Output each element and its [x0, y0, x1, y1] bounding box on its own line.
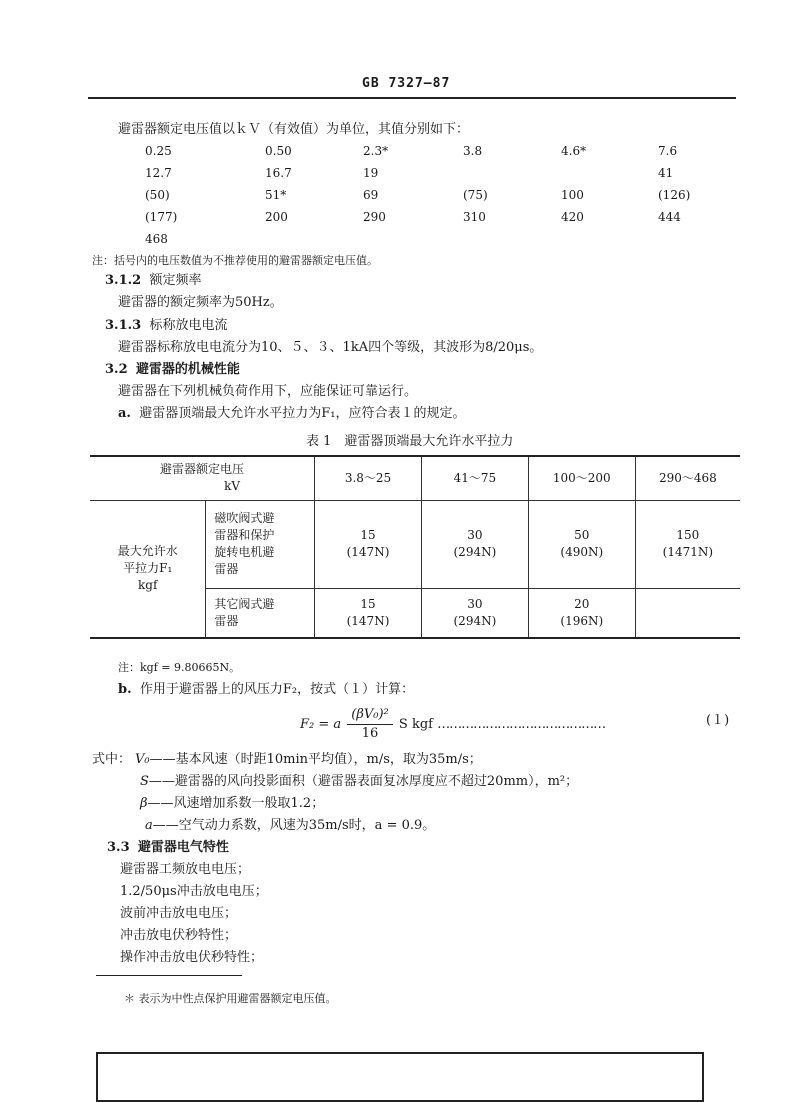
electrical-item: 1.2/50μs冲击放电电压；: [120, 884, 268, 899]
row-label-line: 最大允许水: [117, 544, 178, 559]
formula-fraction: [347, 706, 392, 743]
row-label-line: 平拉力F₁: [123, 561, 173, 576]
voltage-value: 51*: [265, 188, 287, 202]
voltage-value: 16.7: [265, 166, 292, 180]
sub-label-other: [206, 588, 315, 638]
voltage-value: 310: [463, 210, 486, 224]
formula-lhs: F₂ = a: [300, 716, 342, 732]
voltage-value: (177): [145, 210, 178, 224]
section-title: 标称放电电流: [149, 318, 228, 333]
voltage-value: 7.6: [658, 144, 678, 158]
section-title: 避雷器的机械性能: [135, 362, 240, 377]
section-title: 额定频率: [149, 273, 202, 288]
sub-label-line: 磁吹阀式避: [214, 511, 275, 525]
voltage-intro: 避雷器额定电压值以ｋＶ（有效值）为单位，其值分别如下：: [118, 122, 470, 137]
note-kgf: 注：kgf = 9.80665N。: [118, 661, 241, 674]
col-header: 3.8～25: [315, 456, 422, 500]
def-beta: β——风速增加系数一般取1.2；: [140, 796, 325, 811]
voltage-value: 420: [561, 210, 584, 224]
footnote: ＊ 表示为中性点保护用避雷器额定电压值。: [124, 992, 337, 1005]
section-3-3: [107, 839, 229, 857]
col-header: 41～75: [421, 456, 528, 500]
voltage-value: 12.7: [145, 166, 172, 180]
electrical-item: 避雷器工频放电电压；: [120, 862, 251, 877]
table-header-rated-voltage: [90, 456, 315, 500]
table-cell: 30 (294N): [421, 500, 528, 588]
voltage-value: 4.6*: [561, 144, 587, 158]
formula-1: [300, 706, 738, 746]
table-caption: 表 1 避雷器顶端最大允许水平拉力: [306, 434, 514, 449]
table-cell: 30 (294N): [421, 588, 528, 638]
header-label: 避雷器额定电压: [160, 462, 245, 477]
col-header: 100～200: [528, 456, 635, 500]
item-label: b.: [118, 682, 132, 697]
voltage-value: 19: [363, 166, 379, 180]
table-cell: 150 (1471N): [635, 500, 740, 588]
section-number: 3.1.2: [105, 273, 142, 288]
sub-label-line: 雷器和保护: [214, 528, 275, 542]
item-text: 避雷器顶端最大允许水平拉力为F₁，应符合表１的规定。: [139, 406, 466, 421]
item-b: [118, 681, 414, 699]
voltage-value: 0.50: [265, 144, 292, 158]
formula-denominator: 16: [361, 726, 379, 741]
voltage-value: 0.25: [145, 144, 172, 158]
table-cell: 50 (490N): [528, 500, 635, 588]
voltage-value: 3.8: [463, 144, 483, 158]
section-3-2: [105, 361, 240, 379]
section-title: 避雷器电气特性: [137, 840, 229, 855]
where-label: 式中：: [92, 752, 132, 767]
formula-leader: ……………………………………: [437, 716, 606, 732]
bottom-frame: [96, 1052, 704, 1102]
sub-label-line: 雷器: [214, 562, 239, 576]
electrical-item: 操作冲击放电伏秒特性；: [120, 950, 264, 965]
voltage-value: (126): [658, 188, 691, 202]
section-3-1-3: [105, 317, 227, 335]
table-cell: [635, 588, 740, 638]
header-rule: [88, 97, 736, 99]
sub-label-magnetic: [206, 500, 315, 588]
section-number: 3.2: [105, 362, 128, 377]
formula-numerator: (βV₀)²: [347, 706, 392, 725]
voltage-value: 444: [658, 210, 681, 224]
table-1: [90, 455, 740, 639]
section-number: 3.1.3: [105, 318, 142, 333]
table-cell: 15 (147N): [315, 588, 422, 638]
voltage-value: 69: [363, 188, 379, 202]
item-label: a.: [118, 406, 131, 421]
section-3-2-body: 避雷器在下列机械负荷作用下，应能保证可靠运行。: [118, 384, 418, 399]
section-3-1-3-body: 避雷器标称放电电流分为10、５、３、1kA四个等级，其波形为8/20μs。: [118, 340, 543, 355]
standard-code: GB 7327—87: [362, 76, 451, 91]
col-header: 290～468: [635, 456, 740, 500]
voltage-value: 200: [265, 210, 288, 224]
voltage-value: 41: [658, 166, 674, 180]
item-a: [118, 405, 465, 423]
voltage-value: (50): [145, 188, 170, 202]
formula-number: (１): [706, 713, 730, 728]
footnote-rule: [96, 975, 242, 976]
def-v0: V₀——基本风速（时距10min平均值），m/s，取为35m/s；: [135, 752, 482, 767]
sub-label-line: 其它阀式避: [214, 596, 275, 611]
table-cell: 20 (196N): [528, 588, 635, 638]
section-3-1-2-body: 避雷器的额定频率为50Hz。: [118, 295, 283, 310]
item-text: 作用于避雷器上的风压力F₂，按式（１）计算：: [139, 682, 415, 697]
voltage-value: 100: [561, 188, 584, 202]
electrical-item: 波前冲击放电电压；: [120, 906, 238, 921]
voltage-value: 2.3*: [363, 144, 389, 158]
row-label-max-tension: [90, 500, 206, 638]
row-label-line: kgf: [138, 578, 158, 593]
voltage-value: (75): [463, 188, 488, 202]
table-cell: 15 (147N): [315, 500, 422, 588]
sub-label-line: 雷器: [214, 613, 239, 628]
sub-label-line: 旋转电机避: [214, 545, 275, 559]
def-a: a——空气动力系数，风速为35m/s时，a = 0.9。: [145, 818, 436, 833]
electrical-item: 冲击放电伏秒特性；: [120, 928, 238, 943]
def-s: S——避雷器的风向投影面积（避雷器表面复冰厚度应不超过20mm），m²；: [140, 774, 579, 789]
voltage-value: 468: [145, 232, 168, 246]
formula-rhs: S kgf: [398, 716, 433, 732]
voltage-value: 290: [363, 210, 386, 224]
header-unit: kV: [224, 479, 240, 494]
section-3-1-2: [105, 272, 201, 290]
section-number: 3.3: [107, 840, 130, 855]
note-brackets: 注：括号内的电压数值为不推荐使用的避雷器额定电压值。: [92, 254, 378, 267]
